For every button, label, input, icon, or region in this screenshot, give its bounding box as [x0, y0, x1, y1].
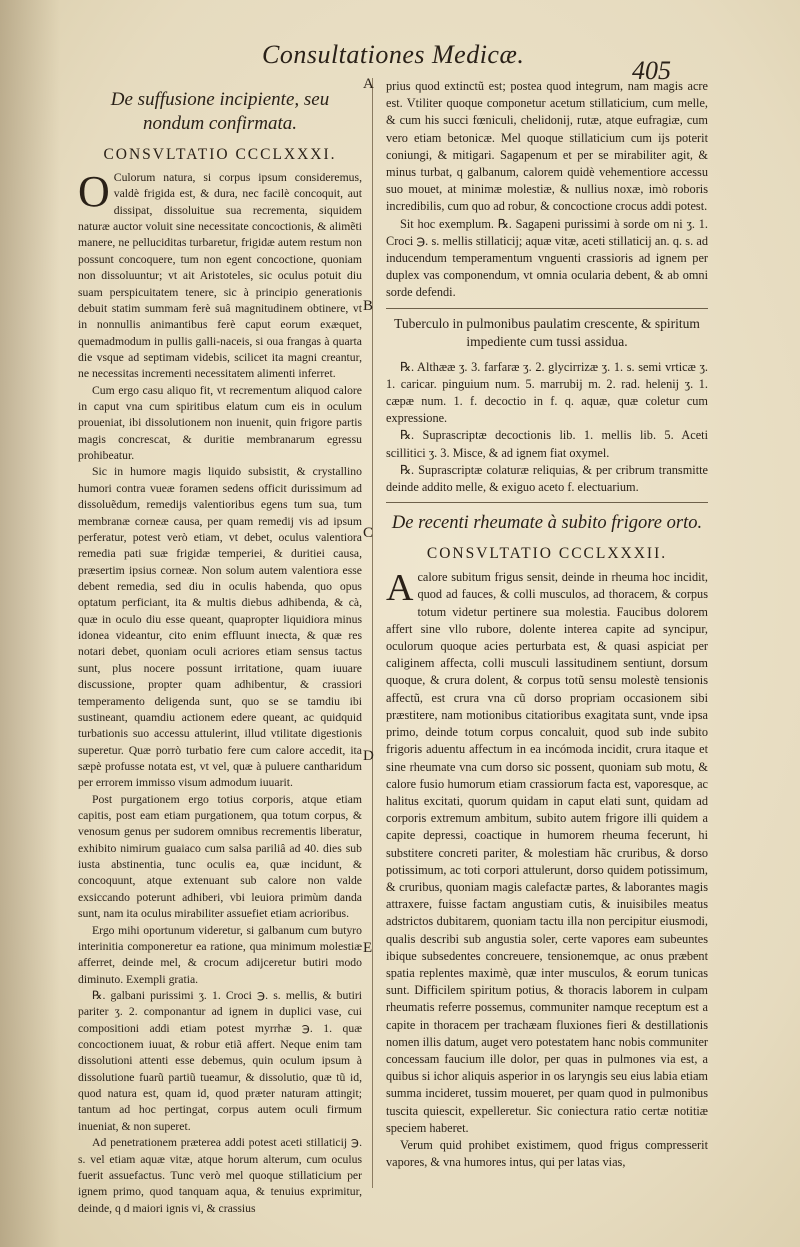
right-column [386, 78, 708, 1171]
section-title: De recenti rheumate à subito frigore orto. [391, 513, 703, 534]
consultation-heading: CONSVLTATIO CCCLXXXII. [426, 545, 668, 563]
drop-cap: A [386, 567, 414, 610]
recipe-paragraph: ℞. Suprascriptæ colaturæ reliquias, & per cribrum transmitte deinde addito melle, & exiguo aceto f. electuarium. [386, 462, 708, 495]
recipe-paragraph: ℞. galbani purissimi ʒ. 1. Croci ℈. s. mellis, & butiri pariter ʒ. 2. componantur ad ignem in duplici vase, cui compositioni addi etiam potest myrrhæ ℈. 1. quæ concoctionem iuuat, & robur etiã affert. Neque enim tam dissolutioni attenti esse debemus, quin oculum ipsum à dissolutione fuarũ partiũ tueamur, & dissolutio, quæ tũ id, quod natura est, quam id, quod præter naturam attingit; tantum ad hoc pertingat, corpus autem oculi firmum inueniat, & non superet. [78, 988, 362, 1133]
margin-marker-e: E [363, 940, 373, 956]
paragraph [386, 569, 708, 1137]
paragraph-text: calore subitum frigus sensit, deinde in rheuma hoc incidit, quod ad fauces, & colli musculos, ad thoracem, & corpus totum videtur pertinere sua molestia. Faucibus dolorem affert sine vllo rubore, dolente interea capite ad syncipur, oculorum quoque acies perturbata est, & quasi aspiciat per caliginem affecta, colli musculi lassitudinem sentiunt, dorsum quoque, & crura dolent, & corpus totũ sensu molestè tensionis affectũ, est crura vna cũ dorso propriam occasionem sibi præstitere, nam motionibus citatioribus exagitata sunt, vnde ipsa primo, deinde totum corpus concaluit, quod sub inde subito frigoris aduentu affectum in ea incómoda incidit, crura itaque et sine rheumate vna cum dorso sic possent, quoniam sub motu, & calore fusio humorum etiam crassiorum facta est, vaporesque, ac halitus excitati, quorum quidam in caput elati sunt, quidam ad corporis extremum ambitum, subito autem frigore illi quidem a capite depressi, coactique in humorem rheuma fecerunt, hi substitere concreti pariter, & molestiam hãc cruribus, & dorso potissimum, ac toti corpori attulerunt, dorso quidem potissimum, & cruribus, quoniam magis calefactæ partes, & laborantes magis attraxere, fuisse factam angustiam cutis, & inuisibiles meatus adstrictos dubitarem, quoniam tactu illa non percipitur eiusmodi, qualis describi sub angustia soler, certe vapores eam subeuntes ibique subsedentes concreuere, tensionemque, ac onus præbent spatia replentes maximè, quæ inter musculos, & eorum tunicas sunt. Difficilem spiritum potius, & thoracis laborem in culpam rheumatis referre possemus, communiter namque receptum est a capite in thoracem per trachæam fluxiones fieri & destillationis nomen illis datum, auget vero potestatem hanc nobis communiter concessam faucium ille dolor, per quas in pulmones via est, a quibus si ichor aliquis asperior in os laryngis seu eius labia etiam summa incideret, tussim moueret, per quam quod in pulmonibus tuscita quiescit, expelleretur. Sic coniectura ratio certæ notitiæ speciem haberet. [386, 570, 708, 1135]
page-number: 405 [632, 56, 671, 85]
paragraph: prius quod extinctũ est; postea quod integrum, nam magis acre est. Vtiliter quoque componetur acetum stillaticium, cum melle, & cum his succi fœniculi, chelidonij, rutæ, atque eufragiæ, cum vero etiam betonicæ. Mel quoque stillaticium cum ijs poterit coniungi, & mitigari. Sagapenum et per se mirabiliter agit, & minus turbat, q galbanum, calorem quidè vehementiore accessu suo mouet, at minimæ molestiæ, & nullius noxæ, imò roboris incredibilis, cum quo ad robur, & concoctione crocus addi potest. [386, 79, 708, 214]
gutter-shadow [0, 0, 60, 1247]
paragraph: Post purgationem ergo totius corporis, atque etiam capitis, post eam etiam purgationem, qua totum corpus, & venosum genus per sudorem omnibus recrementis liberatur, exhibito nimirum guaiaco cum salsa pariliâ ad 40. dies sub iusta abstinentia, tunc oculis ea, quæ incidunt, & concoquunt, atque extenuant sub calore non valde exsiccando poterunt adhiberi, vbi leuiora primùm danda sunt, nam ita oculus mirabiliter assuefiet etiam acrioribus. [78, 792, 362, 921]
section-rule [386, 502, 708, 503]
paragraph [78, 167, 362, 383]
drop-cap: O [78, 167, 110, 216]
recipe-paragraph: ℞. Suprascriptæ decoctionis lib. 1. mellis lib. 5. Aceti scillitici ʒ. 3. Misce, & ad ignem fiat oxymel. [386, 428, 708, 460]
paragraph: Cum ergo casu aliquo fit, vt recrementum aliquod calore in caput vna cum spiritibus elatum cum eis in oculum proueniat, ibi dissolutionem non inuenit, quin frigore partis magis concrescat, & duritie membranarum egressu prohibeatur. [78, 383, 362, 463]
margin-marker-c: C [363, 525, 374, 541]
left-column [78, 78, 362, 1217]
running-head: Consultationes Medicæ. [262, 40, 525, 69]
paragraph-text: Culorum natura, si corpus ipsum consideremus, valdè frigida est, & dura, nec facilè concoquit, aut dissipat, dissoluitue sua recrementa, siquidem naturæ auctor voluit sine necessitate concoctionis, & alimẽti manere, ne pelluciditas turbaretur, frigidæ autem restum non possunt concoquere, tum non egent concoctione, quoniam non dissoluuntur; vt ait Aristoteles, sic oculus potuit diu suam perspicuitatem tenere, sic à principio generationis debuit statim summam ferè suâ magnitudinem obtinere, vt in nonnullis animantibus ferè caput eorum exæquet, quemadmodum in pullis galli-naceis, si oua frangas à quarta die vsque ad septimam videbis, scilicet ita magni creantur, ne necessitas incrementi necessitatem alimenti inferret. [78, 171, 362, 381]
margin-marker-d: D [363, 748, 374, 764]
margin-marker-b: B [363, 298, 374, 314]
margin-marker-a: A [363, 76, 374, 92]
paragraph: Sic in humore magis liquido subsistit, & crystallino humori contra vueæ foramen sedens officit durissimum ad dissoluẽdum, remedijs valentioribus egens tum sua, tum membranæ corneæ causa, per quam remedij vis ad ipsum perferatur, potest verò etiam, vt debet, oculus valentiora remedia pati suæ frigidæ temperiei, & duritiei causa, præsertim ipsius corneæ. Non solum autem valentiora esse debent remedia, sed diu in oculis habenda, quo opus optatum perficiant, ita & multis diebus adhibenda, & cà, quæ in oculo diu esse queant, quapropter liquidiora minus idonea videantur, cito enim effluunt inιecta, & quæ res notari debet, quoniam oculi acriores etiam sensus tactus sunt, plus nocere possunt irritatione, quam iuuare discussione, propter quam adhibentur, & crassiori temperamento deligenda sunt, quo se se tamdiu ibi sustineant, quamdiu actionem edere queant, ac quidquid turbationis suo accessu attulerint, illud vtilitate digestionis superetur. Quæ porrò turbatio fere cum calore accedit, ita sæpè profusse notata est, vt vel, quæ à puluere cantharidum per errorem immisso visum admodum iuuarit. [78, 465, 362, 790]
subsection-heading: Tuberculo in pulmonibus paulatim crescente, & spiritum impediente cum tussi assidua. [394, 315, 700, 349]
paragraph: Ad penetrationem præterea addi potest aceti stillaticij ℈. s. vel etiam aquæ vitæ, atque horum alterum, cum oculus fuerit assuefactus. Tunc verò mel quoque stillaticium per ignem primo, quod tanquam aqua, & tenuius exprimitur, deinde, q d maiori ignis vi, & crassius [78, 1136, 362, 1215]
section-rule [386, 308, 708, 309]
paragraph: Ergo mihi oportunum videretur, si galbanum cum butyro interinitia componeretur ea ratione, qua minimum molestiæ afferret, deinde mel, & crocum adijceretur butiri modo diminuto. Exempli gratia. [78, 923, 362, 986]
recipe-paragraph: Sit hoc exemplum. ℞. Sagapeni purissimi à sorde om ni ʒ. 1. Croci ℈. s. mellis stillaticij; aquæ vitæ, aceti stillaticij an. q. s. ad inducendum temperamentum vnguenti crassioris ad ignem per duplex vas componendum, vt omnia ocularia debent, & ab omni sorde defendi. [386, 216, 708, 300]
consultation-heading: CONSVLTATIO CCCLXXXI. [103, 146, 337, 163]
column-divider [372, 78, 373, 1188]
section-title: De suffusione incipiente, seu nondum confirmata. [110, 89, 330, 134]
paragraph: Verum quid prohibet existimem, quod frigus compresserit vapores, & vna humores intus, qui per latas vias, [386, 1137, 708, 1170]
recipe-paragraph: ℞. Althææ ʒ. 3. farfaræ ʒ. 2. glycirrizæ ʒ. 1. s. semi vrticæ ʒ. 1. caricar. pinguium num. 5. marrubij m. 2. rad. helenij ʒ. 1. cæpæ num. 1. f. decoctio in f. q. aquæ, quæ coletur cum expressione. [386, 359, 708, 426]
